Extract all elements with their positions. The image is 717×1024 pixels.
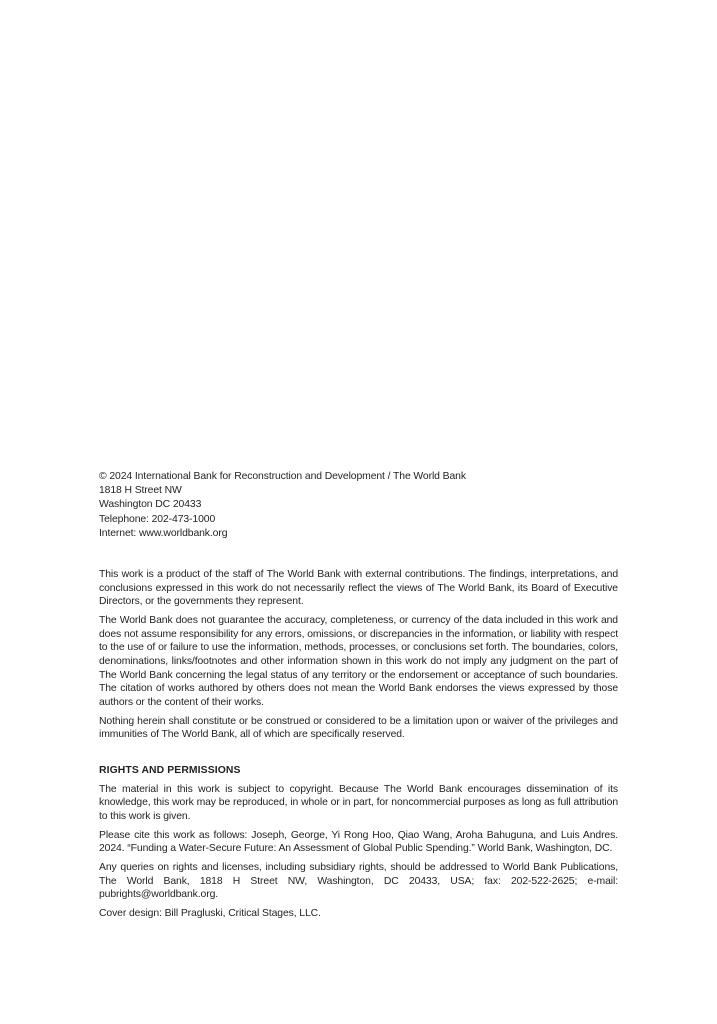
disclaimer-block (99, 568, 618, 742)
page-content (99, 470, 618, 921)
disclaimer-paragraph-views: This work is a product of the staff of The World Bank with external contributions. The findings, interpretations, and conclusions expressed in this work do not necessarily reflect the views of The World Bank, its Board of Executive Directors, or the governments they represent. (99, 569, 618, 608)
disclaimer-paragraph-accuracy: The World Bank does not guarantee the accuracy, completeness, or currency of the data included in this work and does not assume responsibility for any errors, omissions, or discrepancies in the information, or liability with respect to the use of or failure to use the information, methods, processes, or conclusions set forth. The boundaries, colors, denominations, links/footnotes and other information shown in this work do not imply any judgment on the part of The World Bank concerning the legal status of any territory or the endorsement or acceptance of such boundaries. The citation of works authored by others does not mean the World Bank endorses the views expressed by those authors or the content of their works. (99, 615, 618, 708)
rights-heading: RIGHTS AND PERMISSIONS (99, 764, 241, 776)
internet-address: Internet: www.worldbank.org (99, 527, 228, 539)
telephone: Telephone: 202-473-1000 (99, 513, 216, 525)
copyright-notice: © 2024 International Bank for Reconstruction and Development / The World Bank (99, 471, 466, 482)
cover-design-credit: Cover design: Bill Pragluski, Critical Stages, LLC. (99, 908, 321, 920)
rights-paragraph-copyright: The material in this work is subject to copyright. Because The World Bank encourages dissemination of its knowledge, this work may be reproduced, in whole or in part, for noncommercial purposes as long as full attribution to this work is given. (99, 783, 618, 822)
disclaimer-paragraph-immunities: Nothing herein shall constitute or be construed or considered to be a limitation upon or waiver of the privileges and immunities of The World Bank, all of which are specifically reserved. (99, 715, 618, 741)
copyright-address-block (99, 470, 618, 541)
rights-paragraph-citation: Please cite this work as follows: Joseph, George, Yi Rong Hoo, Qiao Wang, Aroha Bahuguna, and Luis Andres. 2024. “Funding a Water-Secure Future: An Assessment of Global Public Spending.” World Bank, Washington, DC. (99, 829, 618, 855)
rights-paragraph-queries: Any queries on rights and licenses, including subsidiary rights, should be addressed to World Bank Publications, The World Bank, 1818 H Street NW, Washington, DC 20433, USA; fax: 202-522-2625; e-mail: pubrights@worldbank.org. (99, 862, 618, 901)
city-address: Washington DC 20433 (99, 499, 202, 511)
street-address: 1818 H Street NW (99, 485, 182, 497)
